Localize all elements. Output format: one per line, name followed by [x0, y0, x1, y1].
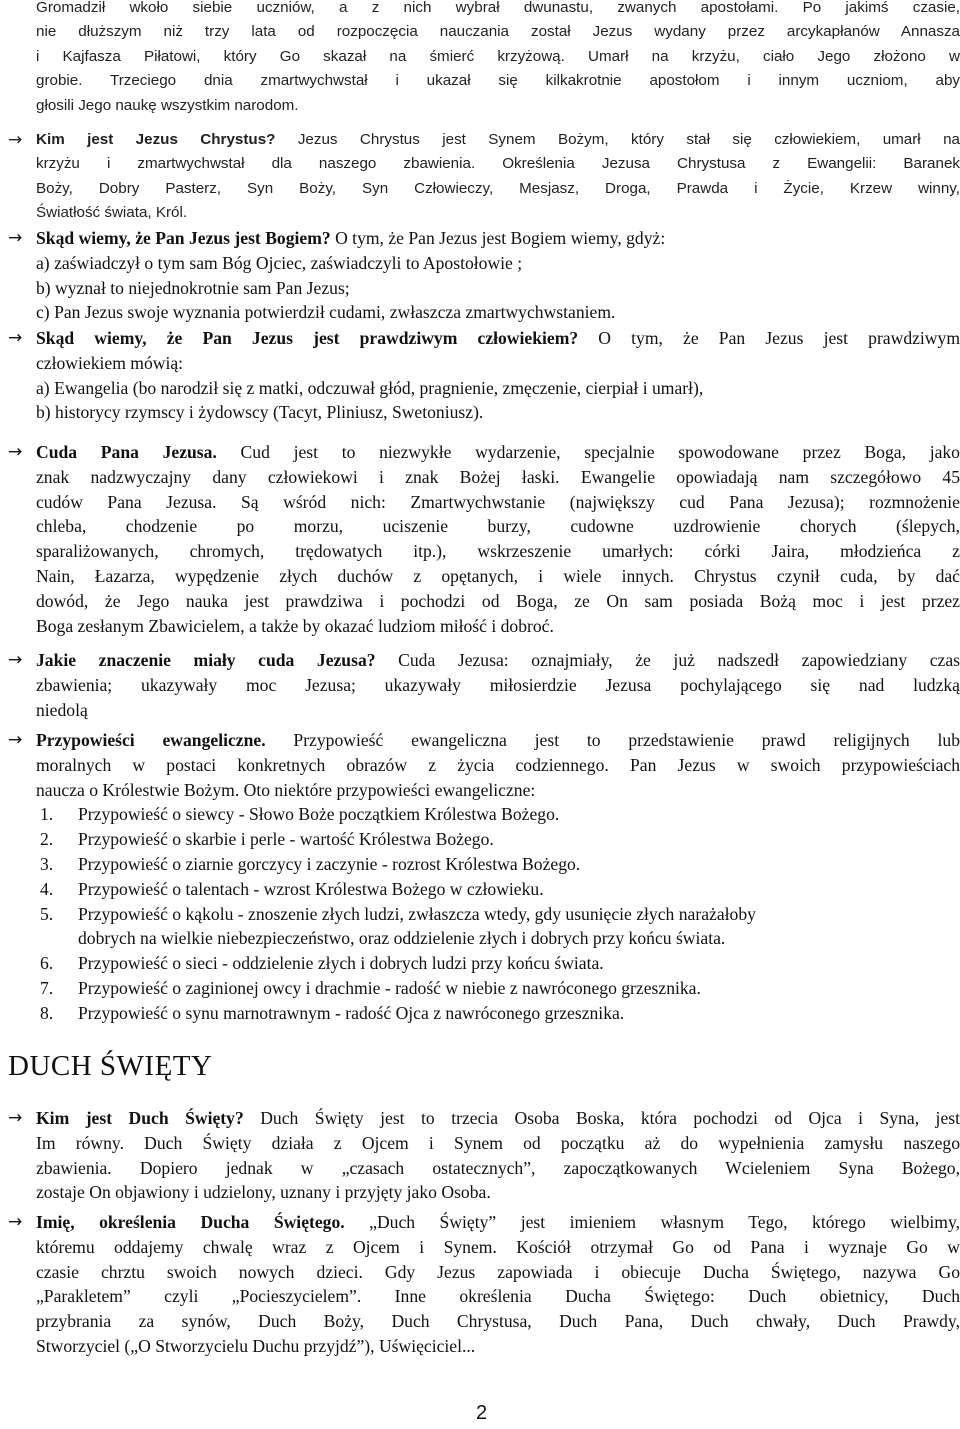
text-line: „Parakletem” czyli „Pocieszycielem”. Inne określenia Ducha Świętego: Duch obietnicy, Duch [36, 1286, 960, 1307]
arrow-bullet-icon: → [8, 730, 23, 750]
list-number: 5. [40, 903, 54, 924]
list-number: 4. [40, 878, 54, 899]
arrow-bullet-icon: → [8, 442, 23, 462]
text-line: zbawienia. Dopiero jednak w „czasach ostatecznych”, zapoczątkowanych Wcieleniem Syna Bożego, [36, 1157, 960, 1178]
section-imie: → Imię, określenia Ducha Świętego. „Duch Święty” jest imieniem własnym Tego, którego wielbimy, któremu oddajemy chwalę wraz z Ojcem i Synem. Kościół otrzymał Go od Pana i wyznaje Go w czasie chrztu swoich nowych dzieci. Gdy Jezus zapowiada i obiecuje Ducha Świętego, nazywa Go „Parakletem” czyli „Pocieszycielem”. Inne określenia Ducha Świętego: Duch obietnicy, Duch przybrania za synów, Duch Boży, Duch Chrystusa, Duch Pana, Duch chwały, Duch Prawdy, Stworzyciel („O Stworzycielu Duchu przyjdź”), Uświęciciel... [36, 1210, 960, 1359]
arrow-bullet-icon: → [8, 130, 23, 150]
list-item: b) wyznał to niejednokrotnie sam Pan Jezus; [36, 277, 350, 298]
text-line: i Kajfasza Piłatowi, który Go skazał na śmierć krzyżową. Umarł na krzyżu, ciało Jego złożono w [36, 47, 960, 65]
list-item [40, 827, 960, 852]
list-text-continuation: dobrych na wielkie niebezpieczeństwo, oraz oddzielenie złych i dobrych przy końcu świata. [78, 928, 726, 949]
text-line: grobie. Trzeciego dnia zmartwychwstał i ukazał się kilkakrotnie apostołom i innym uczniom, aby [36, 72, 960, 90]
text-line: cudów Pana Jezusa. Są wśród nich: Zmartwychwstanie (największy cud Pana Jezusa); rozmnożenie [36, 491, 960, 512]
list-text: Przypowieść o kąkolu - znoszenie złych ludzi, zwłaszcza wtedy, gdy usunięcie złych narażałoby [78, 903, 756, 924]
text-line: zbawienia; ukazywały moc Jezusa; ukazywały miłosierdzie Jezusa pochylającego się nad ludzką [36, 674, 960, 695]
arrow-bullet-icon: → [8, 1212, 23, 1232]
parable-list [36, 802, 960, 1025]
section-title: Jakie znaczenie miały cuda Jezusa? [36, 650, 376, 670]
arrow-bullet-icon: → [8, 1108, 23, 1128]
list-number: 1. [40, 804, 54, 825]
list-number: 2. [40, 829, 54, 850]
section-title: Skąd wiemy, że Pan Jezus jest Bogiem? [36, 228, 331, 248]
list-item [40, 951, 960, 976]
arrow-bullet-icon: → [8, 228, 23, 248]
text-line: niedolą [36, 699, 88, 720]
section-title: Skąd wiemy, że Pan Jezus jest prawdziwym człowiekiem? [36, 328, 579, 348]
text-line: głosili Jego naukę wszystkim narodom. [36, 96, 299, 114]
section-title: Imię, określenia Ducha Świętego. [36, 1212, 345, 1232]
list-item: c) Pan Jezus swoje wyznania potwierdził cudami, zwłaszcza zmartwychwstaniem. [36, 302, 616, 323]
text-line: znak nadzwyczajny dany człowiekowi i znak Bożej łaski. Ewangelie opowiadają nam szczegółowo 45 [36, 466, 960, 487]
section-cuda: → Cuda Pana Jezusa. Cud jest to niezwykłe wydarzenie, specjalnie spowodowane przez Boga, jako znak nadzwyczajny dany człowiekowi i znak Bożej łaski. Ewangelie opowiadają nam szczegółowo 45 cudów Pana Jezusa. Są wśród nich: Zmartwychwstanie (największy cud Pana Jezusa); rozmnożenie chleba, chodzenie po morzu, uciszenie burzy, cudowne uzdrowienie chorych (ślepych, sparaliżowanych, chromych, trędowatych itp.), wskrzeszenie umarłych: córki Jaira, młodzieńca z Nain, Łazarza, wypędzenie złych duchów z opętanych, i wiele innych. Chrystus czynił cuda, by dać dowód, że Jego nauka jest prawdziwa i pochodzi od Boga, ze On sam posiada Bożą moc i jest przez Boga zesłanym Zbawicielem, a także by okazać ludziom miłość i dobroć. [36, 440, 960, 638]
text-line: krzyżu i zmartwychwstał dla naszego zbawienia. Określenia Jezusa Chrystusa z Ewangelii: Baranek [36, 155, 960, 173]
section-title: Kim jest Duch Święty? [36, 1108, 244, 1128]
section-kim-jezus: → Kim jest Jezus Chrystus? Jezus Chrystus jest Synem Bożym, który stał się człowiekiem, umarł na krzyżu i zmartwychwstał dla naszego zbawienia. Określenia Jezusa Chrystusa z Ewangelii: Baranek Boży, Dobry Pasterz, Syn Boży, Syn Człowieczy, Mesjasz, Droga, Prawda i Życie, Krzew winny, Światłość świata, Król. [36, 128, 960, 226]
text-line: człowiekiem mówią: [36, 352, 184, 373]
text-line: Im równy. Duch Święty działa z Ojcem i Synem od początku aż do wypełnienia zamysłu naszego [36, 1132, 960, 1153]
intro-paragraph [36, 0, 960, 118]
list-text: Przypowieść o synu marnotrawnym - radość Ojca z nawróconego grzesznika. [78, 1002, 625, 1023]
list-item [40, 852, 960, 877]
text-line: któremu oddajemy chwalę wraz z Ojcem i Synem. Kościół otrzymał Go od Pana i wyznaje Go w [36, 1236, 960, 1257]
list-text: Przypowieść o siewcy - Słowo Boże początkiem Królestwa Bożego. [78, 804, 560, 825]
list-text: Przypowieść o zaginionej owcy i drachmie - radość w niebie z nawróconego grzesznika. [78, 977, 701, 998]
list-item [40, 976, 960, 1001]
text-line: Boży, Dobry Pasterz, Syn Boży, Syn Człowieczy, Mesjasz, Droga, Prawda i Życie, Krzew winny, [36, 179, 960, 197]
list-text: Przypowieść o sieci - oddzielenie złych i dobrych ludzi przy końcu świata. [78, 953, 604, 974]
list-item [40, 802, 960, 827]
text-line: Nain, Łazarza, wypędzenie złych duchów z opętanych, i wiele innych. Chrystus czynił cuda, by dać [36, 565, 960, 586]
text-line: dowód, że Jego nauka jest prawdziwa i pochodzi od Boga, ze On sam posiada Bożą moc i jest przez [36, 590, 960, 611]
text-line: naucza o Królestwie Bożym. Oto niektóre przypowieści ewangeliczne: [36, 779, 536, 800]
arrow-bullet-icon: → [8, 650, 23, 670]
text-line: sparaliżowanych, chromych, trędowatych itp.), wskrzeszenie umarłych: córki Jaira, młodzieńca z [36, 541, 960, 562]
text-line: Stworzyciel („O Stworzycielu Duchu przyjdź”), Uświęciciel... [36, 1335, 476, 1356]
section-heading: DUCH ŚWIĘTY [8, 1050, 213, 1082]
list-item: a) zaświadczył o tym sam Bóg Ojciec, zaświadczyli to Apostołowie ; [36, 252, 523, 273]
text-line: zostaje On objawiony i udzielony, uznany i przyjęty jako Osoba. [36, 1182, 491, 1203]
list-number: 3. [40, 853, 54, 874]
text-line: Gromadził wkoło siebie uczniów, a z nich wybrał dwunastu, zwanych apostołami. Po jakimś czasie, [36, 0, 960, 16]
list-number: 8. [40, 1002, 54, 1023]
list-text: Przypowieść o skarbie i perle - wartość Królestwa Bożego. [78, 829, 494, 850]
section-przypowiesci: → Przypowieści ewangeliczne. Przypowieść ewangeliczna jest to przedstawienie prawd religijnych lub moralnych w postaci konkretnych obrazów z życia codziennego. Pan Jezus w swoich przypowieściach naucza o Królestwie Bożym. Oto niektóre przypowieści ewangeliczne: 1. Przypowieść o siewcy - Słowo Boże początkiem Królestwa Bożego. 2. Przypowieść o skarbie i perle - wartość Królestwa Bożego. 3. Przypowieść o ziarnie gorczycy i zaczynie - rozrost Królestwa Bożego. 4. Przypowieść o talentach - wzrost Królestwa Bożego w człowieku. 5. Przypowieść o kąkolu - znoszenie złych ludzi, zwłaszcza wtedy, gdy usunięcie złych narażałoby dobrych na wielkie niebezpieczeństwo, oraz oddzielenie złych i dobrych przy końcu świata. 6. Przypowieść o sieci - oddzielenie złych i dobrych ludzi przy końcu świata. 7. Przypowieść o zaginionej owcy i drachmie - radość w niebie z nawróconego grzesznika. 8. Przypowieść o synu marnotrawnym - radość Ojca z nawróconego grzesznika. [36, 728, 960, 1026]
list-item: b) historycy rzymscy i żydowscy (Tacyt, Pliniusz, Swetoniusz). [36, 402, 484, 423]
text-line: Boga zesłanym Zbawicielem, a także by okazać ludziom miłość i dobroć. [36, 615, 554, 636]
text-line: czasie chrztu swoich nowych dzieci. Gdy Jezus zapowiada i obiecuje Ducha Świętego, nazywa Go [36, 1261, 960, 1282]
section-bog: → Skąd wiemy, że Pan Jezus jest Bogiem? O tym, że Pan Jezus jest Bogiem wiemy, gdyż: a) zaświadczył o tym sam Bóg Ojciec, zaświadczyli to Apostołowie ; b) wyznał to niejednokrotnie sam Pan Jezus; c) Pan Jezus swoje wyznania potwierdził cudami, zwłaszcza zmartwychwstaniem. [36, 226, 960, 325]
text-line: chleba, chodzenie po morzu, uciszenie burzy, cudowne uzdrowienie chorych (ślepych, [36, 516, 960, 537]
list-item: a) Ewangelia (bo narodził się z matki, odczuwał głód, pragnienie, zmęczenie, cierpiał i umarł), [36, 377, 704, 398]
list-text: Przypowieść o talentach - wzrost Królestwa Bożego w człowieku. [78, 878, 544, 899]
text-line: moralnych w postaci konkretnych obrazów z życia codziennego. Pan Jezus w swoich przypowieściach [36, 754, 960, 775]
section-title: Kim jest Jezus Chrystus? [36, 131, 276, 148]
section-title: Przypowieści ewangeliczne. [36, 730, 266, 750]
list-item [40, 877, 960, 902]
section-znaczenie: → Jakie znaczenie miały cuda Jezusa? Cuda Jezusa: oznajmiały, że już nadszedł zapowiedziany czas zbawienia; ukazywały moc Jezusa; ukazywały miłosierdzie Jezusa pochylającego się nad ludzką niedolą [36, 648, 960, 722]
list-number: 7. [40, 977, 54, 998]
list-text: Przypowieść o ziarnie gorczycy i zaczynie - rozrost Królestwa Bożego. [78, 853, 581, 874]
list-item [40, 902, 960, 927]
text-line: nie dłuższym niż trzy lata od rozpoczęcia nauczania został Jezus wydany przez arcykapłanów Annasza [36, 23, 960, 41]
page-number: 2 [476, 1402, 488, 1424]
list-item [40, 1001, 960, 1026]
text-line: Światłość świata, Król. [36, 204, 188, 222]
text-line: przybrania za synów, Duch Boży, Duch Chrystusa, Duch Pana, Duch chwały, Duch Prawdy, [36, 1311, 960, 1332]
section-title: Cuda Pana Jezusa. [36, 442, 217, 462]
section-kim-duch: → Kim jest Duch Święty? Duch Święty jest to trzecia Osoba Boska, która pochodzi od Ojca i Syna, jest Im równy. Duch Święty działa z Ojcem i Synem od początku aż do wypełnienia zamysłu naszego zbawienia. Dopiero jednak w „czasach ostatecznych”, zapoczątkowanych Wcieleniem Syna Bożego, zostaje On objawiony i udzielony, uznany i przyjęty jako Osoba. [36, 1106, 960, 1205]
section-czlowiek: → Skąd wiemy, że Pan Jezus jest prawdziwym człowiekiem? O tym, że Pan Jezus jest prawdziwym człowiekiem mówią: a) Ewangelia (bo narodził się z matki, odczuwał głód, pragnienie, zmęczenie, cierpiał i umarł), b) historycy rzymscy i żydowscy (Tacyt, Pliniusz, Swetoniusz). [36, 326, 960, 425]
arrow-bullet-icon: → [8, 328, 23, 348]
list-number: 6. [40, 953, 54, 974]
